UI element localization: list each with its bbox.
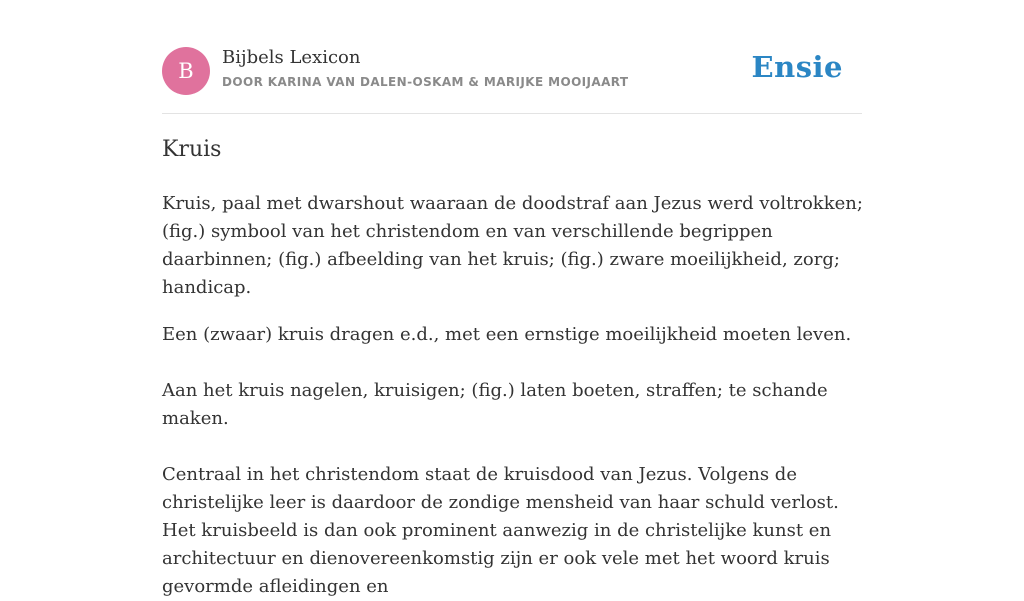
paragraph-spacer <box>162 349 867 377</box>
book-title-link[interactable]: Bijbels Lexicon <box>222 47 361 68</box>
lexicon-header <box>162 46 862 96</box>
ensie-logo[interactable]: Ensie <box>751 50 843 84</box>
header-divider <box>162 113 862 114</box>
entry-paragraph: Een (zwaar) kruis dragen e.d., met een ernstige moeilijkheid moeten leven. <box>162 324 852 345</box>
entry-title: Kruis <box>162 137 222 162</box>
entry-paragraph: Aan het kruis nagelen, kruisigen; (fig.) laten boeten, straffen; te schande maken. <box>162 380 828 429</box>
paragraph-spacer <box>162 433 867 461</box>
entry-content <box>162 190 867 601</box>
entry-definition: Kruis, paal met dwarshout waaraan de doodstraf aan Jezus werd voltrokken; (fig.) symbool van het christendom en van verschillende begrippen daarbinnen; (fig.) afbeelding van het kruis; (fig.) zware moeilijkheid, zorg; handicap. <box>162 193 863 298</box>
lexicon-avatar[interactable]: B <box>162 47 210 95</box>
authors-byline: DOOR KARINA VAN DALEN-OSKAM & MARIJKE MOOIJAART <box>222 75 629 89</box>
entry-paragraph: Centraal in het christendom staat de kruisdood van Jezus. Volgens de christelijke leer is daardoor de zondige mensheid van haar schuld verlost. Het kruisbeeld is dan ook prominent aanwezig in de christelijke kunst en architectuur en dienovereenkomstig zijn er ook vele met het woord kruis gevormde afleidingen en <box>162 464 839 597</box>
